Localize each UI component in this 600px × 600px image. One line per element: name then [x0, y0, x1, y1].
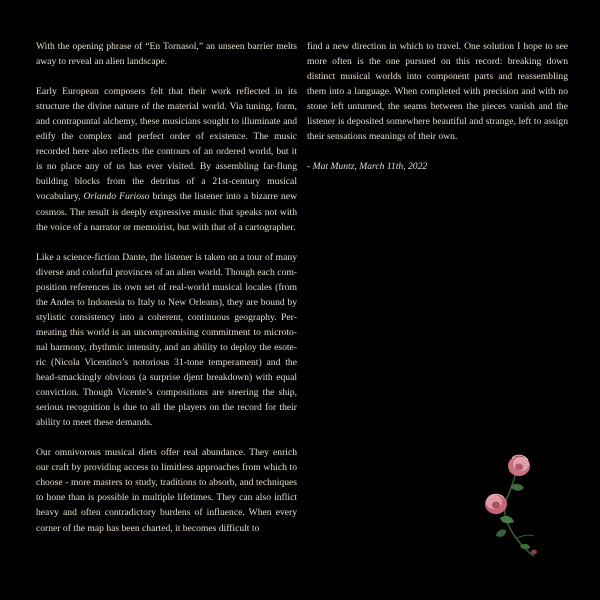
- paragraph-composers-text: Early European composers felt that their work reflected in its structure the divine nature of the material world. Via tuning, form, and contrapuntal alchemy, these musicians sought to illuminate and edify the complex and perfect order of existence. The music recorded here also reflects the contours of an ordered world, but it is no place any of us has ever visited. By assembling far-flung building blocks from the detritus of a 21st-century musical vocabulary,: [36, 86, 297, 203]
- paragraph-diets: Our omnivorous musical diets offer real abundance. They enrich our craft by providing access to limitless approaches from which to choose - more masters to study, traditions to absorb, and techniques to hone than is possible in multiple lifetimes. They can also inflict heavy and often contradictory burdens of influence. When every corner of the map has been charted, it becomes difficult to: [36, 447, 297, 534]
- paragraph-dante: Like a science-fiction Dante, the listener is taken on a tour of many diverse and colorful provinces of an alien world. Though each composition references its own set of real-world musical locales (from the Andes to Indonesia to Italy to New Orleans), they are bound by stylistic consistency into a coherent, continuous geography. Permeating this world is an uncompromising commitment to microtonal harmony, rhythmic intensity, and an ability to deploy the esoteric (Nicola Vicentino’s notorious 31-tone temperament) and the head-smackingly obvious (a surprise djent breakdown) with equal conviction. Though Vicente’s compositions are steering the ship, serious recognition is due to all the players on the record for their ability to meet these demands.: [36, 251, 297, 429]
- rose-sprig-icon: [476, 446, 548, 558]
- paragraph-direction: find a new direction in which to travel. One solution I hope to see more often is the one pursued on this record: breaking down distinct musical worlds into component parts and reassembling them into a language. When completed with precision and with no stone left unturned, the seams between the pieces vanish and the listener is deposited somewhere beautiful and strange, left to assign their sensations meanings of their own.: [307, 41, 568, 143]
- paragraph-composers: [36, 84, 297, 234]
- signature: - Mat Muntz, March 11th, 2022: [307, 161, 428, 173]
- text-column-left: [36, 39, 297, 551]
- paragraph-intro: With the opening phrase of “En Tornasol,” an unseen barrier melts away to reveal an alien landscape.: [36, 41, 297, 68]
- text-column-right: [307, 39, 568, 189]
- paragraph-composers-rest: brings the listener into a bizarre new cosmos. The result is deeply expressive music that speaks not with the voice of a narrator or memoirist, but with that of a cartographer.: [36, 191, 298, 233]
- album-title: Orlando Furioso: [83, 191, 150, 203]
